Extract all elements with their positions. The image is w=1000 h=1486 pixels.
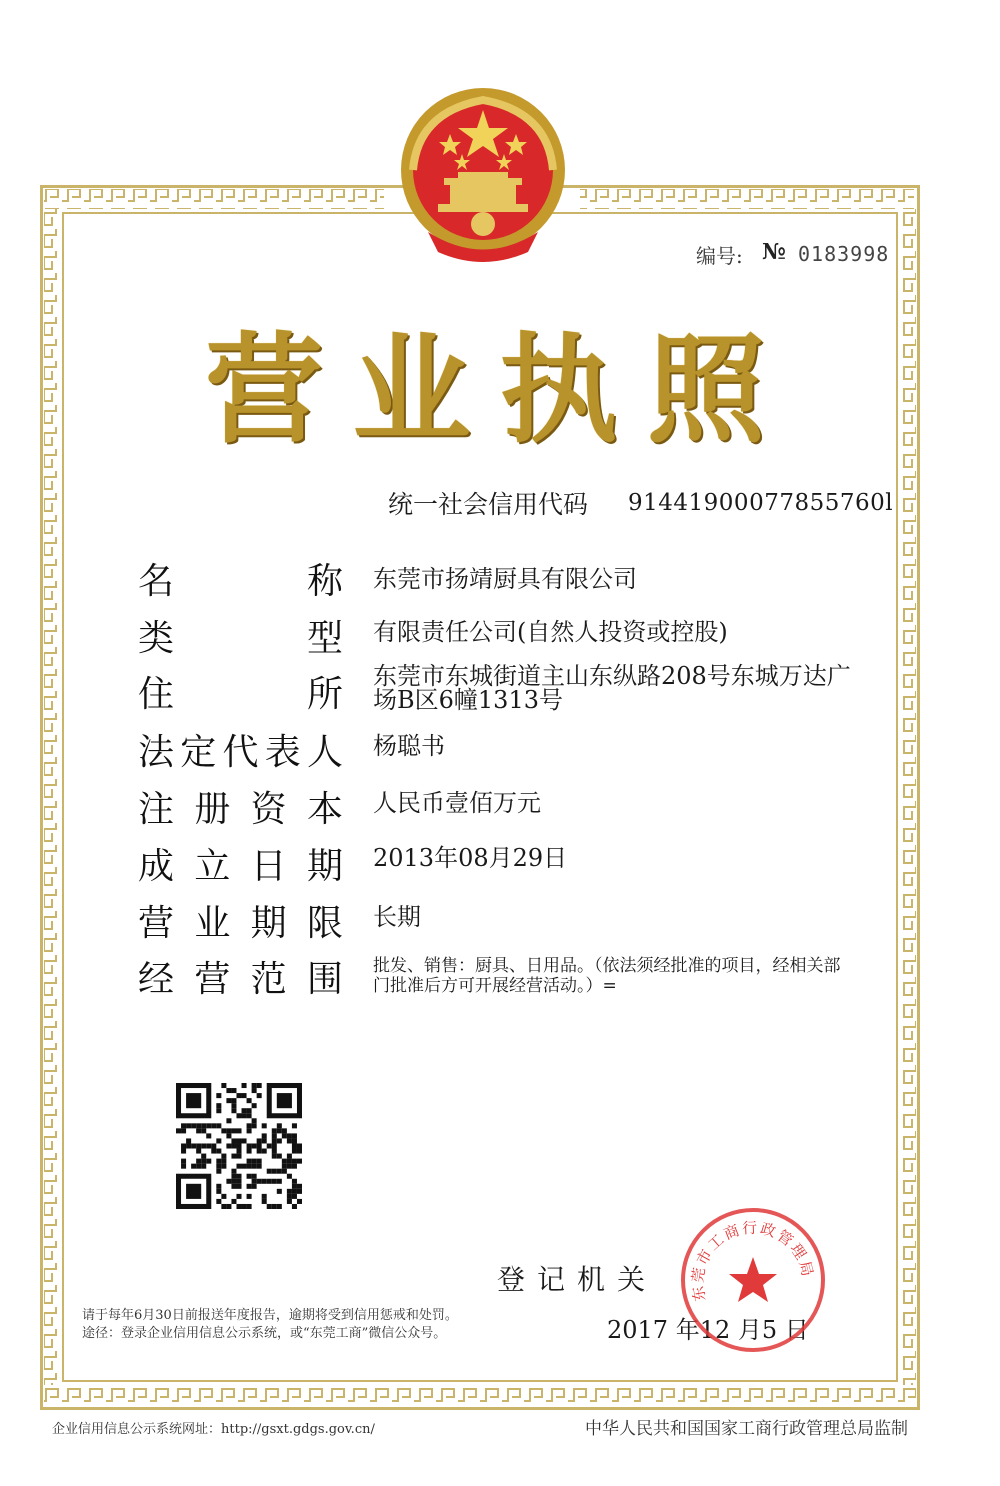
credit-code-value: 91441900077855760l xyxy=(628,490,894,516)
title-char: 营 xyxy=(205,320,324,459)
notice-line: 请于每年6月30日前报送年度报告，逾期将受到信用惩戒和处罚。 xyxy=(82,1308,458,1323)
serial-prefix: № xyxy=(762,239,786,265)
field-label: 经 营 范 围 xyxy=(138,959,343,1000)
footer-website: 企业信用信息公示系统网址：http://gsxt.gdgs.gov.cn/ xyxy=(52,1422,375,1437)
seal-text: 东莞市工商行政管理局 xyxy=(688,1218,818,1303)
field-value-name: 东莞市扬靖厨具有限公司 xyxy=(373,565,637,593)
title-char: 执 xyxy=(499,320,618,459)
field-label: 住 所 xyxy=(138,674,343,715)
serial-number: 0183998 xyxy=(798,242,890,266)
issue-date: 2017 年12 月5 日 xyxy=(607,1316,809,1344)
footer-supervisor: 中华人民共和国国家工商行政管理总局监制 xyxy=(585,1419,908,1439)
field-label: 名 称 xyxy=(138,561,343,602)
field-value-legal-rep: 杨聪书 xyxy=(373,732,445,760)
field-label: 法 定 代 表 人 xyxy=(138,732,343,773)
field-label: 成 立 日 期 xyxy=(138,846,343,887)
title-char: 照 xyxy=(646,320,765,459)
serial-label: 编号: xyxy=(696,244,743,268)
field-value-address-line2: 场B区6幢1313号 xyxy=(373,686,563,714)
registration-authority: 登记机关 xyxy=(497,1263,658,1296)
field-label: 注 册 资 本 xyxy=(138,789,343,830)
field-label: 类 型 xyxy=(138,618,343,659)
field-value-scope-line1: 批发、销售：厨具、日用品。（依法须经批准的项目，经相关部 xyxy=(373,956,841,976)
credit-code-label: 统一社会信用代码 xyxy=(388,490,589,519)
title-char: 业 xyxy=(352,320,471,459)
field-value-scope-line2: 门批准后方可开展经营活动。）= xyxy=(373,976,617,996)
field-label: 营 业 期 限 xyxy=(138,903,343,944)
field-value-address-line1: 东莞市东城街道主山东纵路208号东城万达广 xyxy=(373,662,851,690)
certificate-title xyxy=(205,305,765,459)
qr-code xyxy=(176,1083,302,1209)
field-value-term: 长期 xyxy=(373,903,421,931)
official-seal xyxy=(678,1205,828,1355)
annual-report-notice xyxy=(82,1307,458,1343)
national-emblem xyxy=(388,82,578,272)
field-value-established: 2013年08月29日 xyxy=(373,844,568,872)
notice-line: 途径：登录企业信用信息公示系统，或“东莞工商”微信公众号。 xyxy=(82,1326,447,1341)
field-value-capital: 人民币壹佰万元 xyxy=(373,789,541,817)
field-value-type: 有限责任公司(自然人投资或控股) xyxy=(373,618,728,646)
